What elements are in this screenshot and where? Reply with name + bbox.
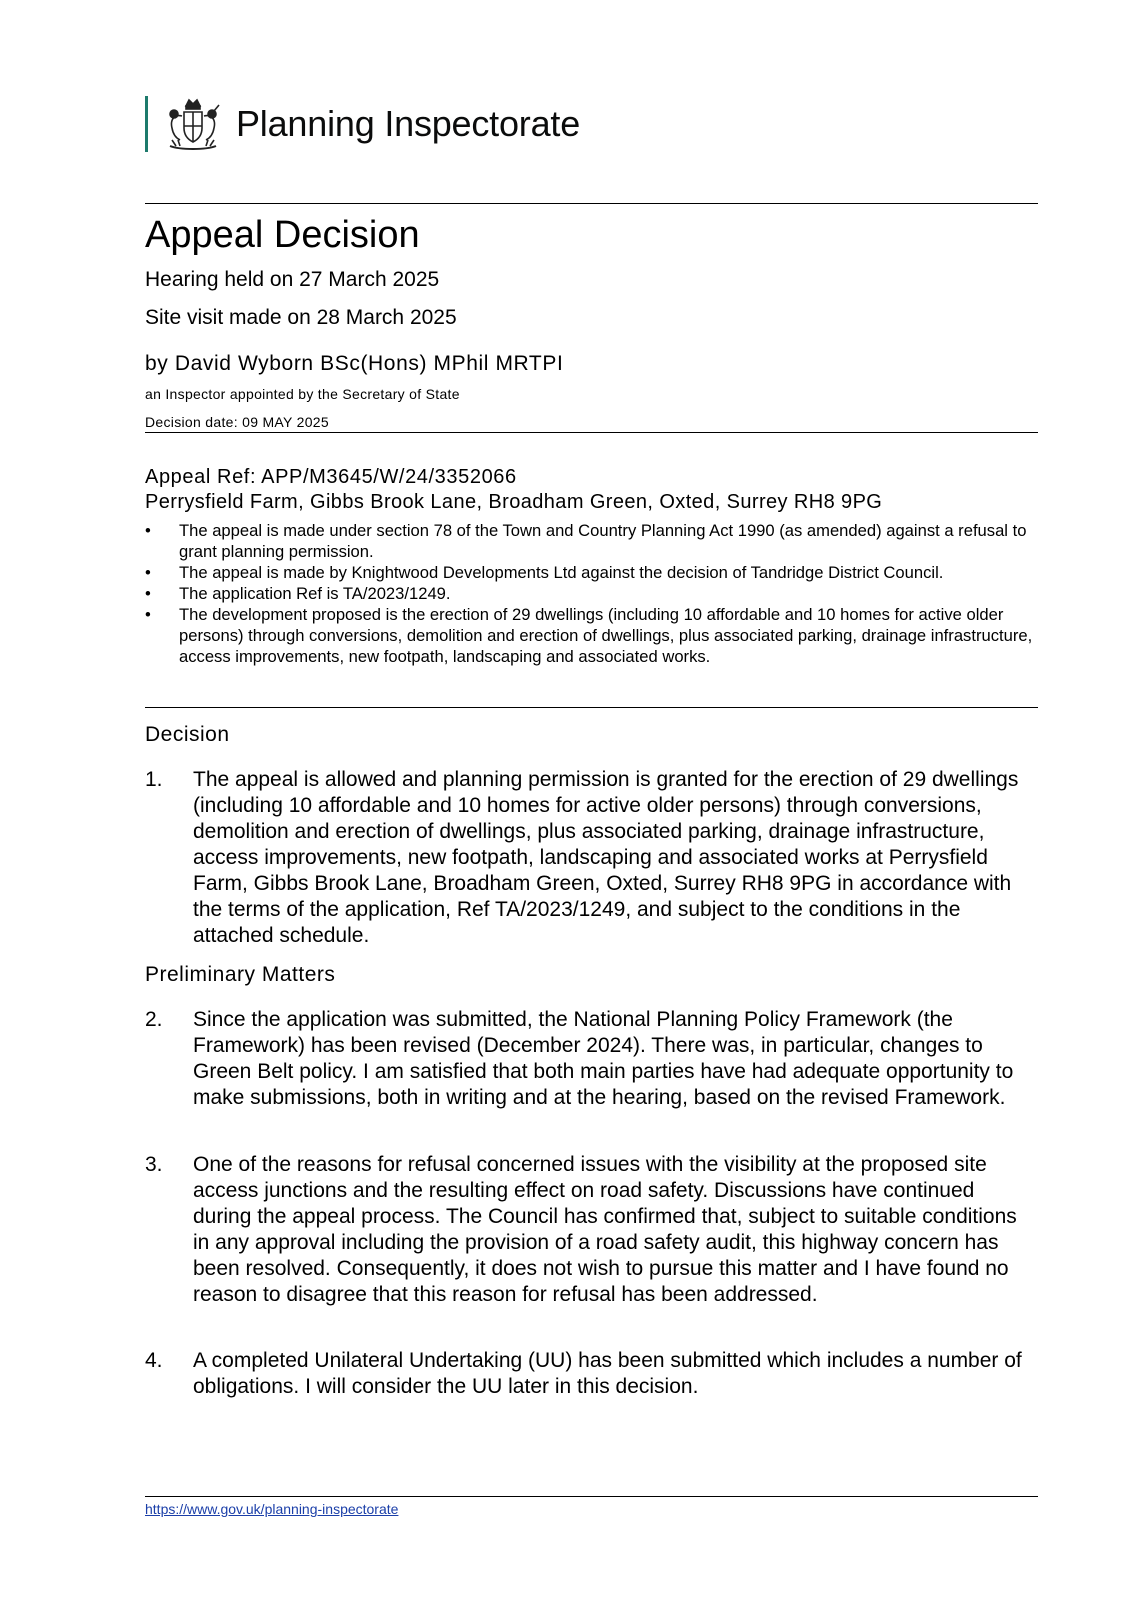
bullet-icon: •: [145, 563, 151, 582]
section-heading-decision: Decision: [145, 723, 230, 746]
numbered-paragraph: [145, 1348, 1037, 1400]
paragraph-text: Since the application was submitted, the National Planning Policy Framework (the Framework) has been revised (December 2024). There was, in particular, changes to Green Belt policy. I am satisfied that both main parties have had adequate opportunity to make submissions, both in writing and at the hearing, based on the revised Framework.: [193, 1008, 1014, 1109]
hearing-date: Hearing held on 27 March 2025: [145, 268, 440, 291]
paragraph-text: A completed Unilateral Undertaking (UU) has been submitted which includes a number of obligations. I will consider the UU later in this decision.: [193, 1349, 1022, 1398]
inspector-appointment: an Inspector appointed by the Secretary of State: [145, 386, 460, 402]
inspector-name: by David Wyborn BSc(Hons) MPhil MRTPI: [145, 352, 564, 375]
royal-coat-of-arms-icon: [162, 96, 224, 152]
bullet-icon: •: [145, 584, 151, 603]
appeal-details-list: [145, 520, 1035, 667]
paragraph-text: One of the reasons for refusal concerned issues with the visibility at the proposed site access junctions and the resulting effect on road safety. Discussions have continued during the appeal process. The Council has confirmed that, subject to suitable conditions in any approval including the provision of a road safety audit, this highway concern has been resolved. Consequently, it does not wish to pursue this matter and I have found no reason to disagree that this reason for refusal has been addressed.: [193, 1153, 1017, 1306]
planning-inspectorate-logo: [145, 96, 580, 152]
list-item-text: The development proposed is the erection of 29 dwellings (including 10 affordable and 10 homes for active older persons) through conversions, demolition and erection of dwellings, plus associated parking, drainage infrastructure, access improvements, new footpath, landscaping and associated works.: [179, 605, 1033, 666]
paragraph-text: The appeal is allowed and planning permission is granted for the erection of 29 dwellings (including 10 affordable and 10 homes for active older persons) through conversions, demolition and erection of dwellings, plus associated parking, drainage infrastructure, access improvements, new footpath, landscaping and associated works at Perrysfield Farm, Gibbs Brook Lane, Broadham Green, Oxted, Surrey RH8 9PG in accordance with the terms of the application, Ref TA/2023/1249, and subject to the conditions in the attached schedule.: [193, 768, 1019, 947]
site-visit-date: Site visit made on 28 March 2025: [145, 306, 457, 329]
logo-text: Planning Inspectorate: [236, 103, 581, 144]
list-item-text: The appeal is made under section 78 of the Town and Country Planning Act 1990 (as amended) against a refusal to grant planning permission.: [179, 521, 1027, 561]
logo-accent-bar: [145, 96, 148, 152]
appeal-site-address: Perrysfield Farm, Gibbs Brook Lane, Broadham Green, Oxted, Surrey RH8 9PG: [145, 491, 883, 513]
list-item-text: The application Ref is TA/2023/1249.: [179, 584, 451, 603]
list-item-text: The appeal is made by Knightwood Developments Ltd against the decision of Tandridge District Council.: [179, 563, 944, 582]
paragraph-number: 3.: [145, 1153, 163, 1176]
numbered-paragraph: [145, 1007, 1037, 1111]
list-item: [145, 583, 1035, 604]
appeal-reference: Appeal Ref: APP/M3645/W/24/3352066: [145, 466, 517, 488]
page-title: Appeal Decision: [145, 214, 420, 256]
footer-website-link[interactable]: https://www.gov.uk/planning-inspectorate: [145, 1501, 399, 1517]
list-item: [145, 520, 1035, 562]
list-item: [145, 604, 1035, 667]
list-item: [145, 562, 1035, 583]
bullet-icon: •: [145, 605, 151, 624]
decision-date: Decision date: 09 MAY 2025: [145, 414, 329, 430]
paragraph-number: 1.: [145, 768, 163, 791]
paragraph-number: 4.: [145, 1349, 163, 1372]
section-heading-preliminary-matters: Preliminary Matters: [145, 963, 336, 986]
bullet-icon: •: [145, 521, 151, 540]
divider: [145, 203, 1038, 204]
divider: [145, 707, 1038, 708]
numbered-paragraph: [145, 767, 1037, 949]
divider: [145, 432, 1038, 433]
paragraph-number: 2.: [145, 1008, 163, 1031]
footer-divider: [145, 1496, 1038, 1497]
numbered-paragraph: [145, 1152, 1037, 1308]
